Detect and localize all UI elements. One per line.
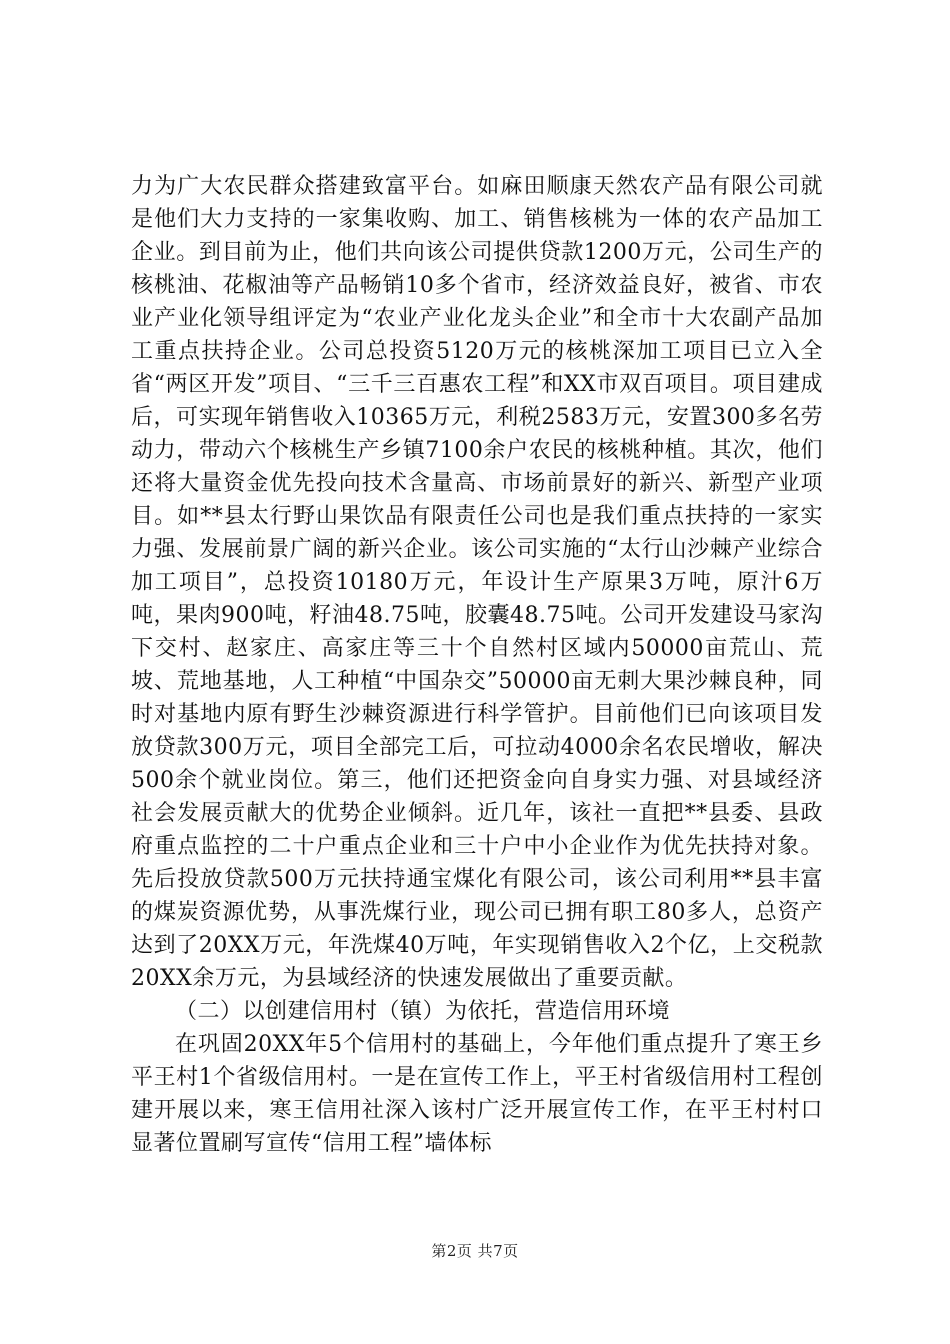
- paragraph: 在巩固20XX年5个信用村的基础上，今年他们重点提升了寒王乡平王村1个省级信用村。一是在宣传工作上，平王村省级信用村工程创建开展以来，寒王信用社深入该村广泛开展宣传工作，在平王村村口显著位置刷写宣传“信用工程”墙体标: [131, 1032, 823, 1156]
- section-heading: （二）以创建信用村（镇）为依托，营造信用环境: [175, 999, 671, 1024]
- paragraph-continuation: 力为广大农民群众搭建致富平台。如麻田顺康天然农产品有限公司就是他们大力支持的一家集收购、加工、销售核桃为一体的农产品加工企业。到目前为止，他们共向该公司提供贷款1200万元，公司生产的核桃油、花椒油等产品畅销10多个省市，经济效益良好，被省、市农业产业化领导组评定为“农业产业化龙头企业”和全市十大农副产品加工重点扶持企业。公司总投资5120万元的核桃深加工项目已立入全省“两区开发”项目、“三千三百惠农工程”和XX市双百项目。项目建成后，可实现年销售收入10365万元，利税2583万元，安置300多名劳动力，带动六个核桃生产乡镇7100余户农民的核桃种植。其次，他们还将大量资金优先投向技术含量高、市场前景好的新兴、新型产业项目。如**县太行野山果饮品有限责任公司也是我们重点扶持的一家实力强、发展前景广阔的新兴企业。该公司实施的“太行山沙棘产业综合加工项目”，总投资10180万元，年设计生产原果3万吨，原汁6万吨，果肉900吨，籽油48.75吨，胶囊48.75吨。公司开发建设马家沟下交村、赵家庄、高家庄等三十个自然村区域内50000亩荒山、荒坡、荒地基地，人工种植“中国杂交”50000亩无刺大果沙棘良种，同时对基地内原有野生沙棘资源进行科学管护。目前他们已向该项目发放贷款300万元，项目全部完工后，可拉动4000余名农民增收，解决500余个就业岗位。第三，他们还把资金向自身实力强、对县域经济社会发展贡献大的优势企业倾斜。近几年，该社一直把**县委、县政府重点监控的二十户重点企业和三十户中小企业作为优先扶持对象。先后投放贷款500万元扶持通宝煤化有限公司，该公司利用**县丰富的煤炭资源优势，从事洗煤行业，现公司已拥有职工80多人，总资产达到了20XX万元，年洗煤40万吨，年实现销售收入2个亿，上交税款20XX余万元，为县域经济的快速发展做出了重要贡献。: [131, 174, 823, 991]
- page-footer: 第2页 共7页: [431, 1242, 519, 1260]
- document-body: [131, 170, 823, 1160]
